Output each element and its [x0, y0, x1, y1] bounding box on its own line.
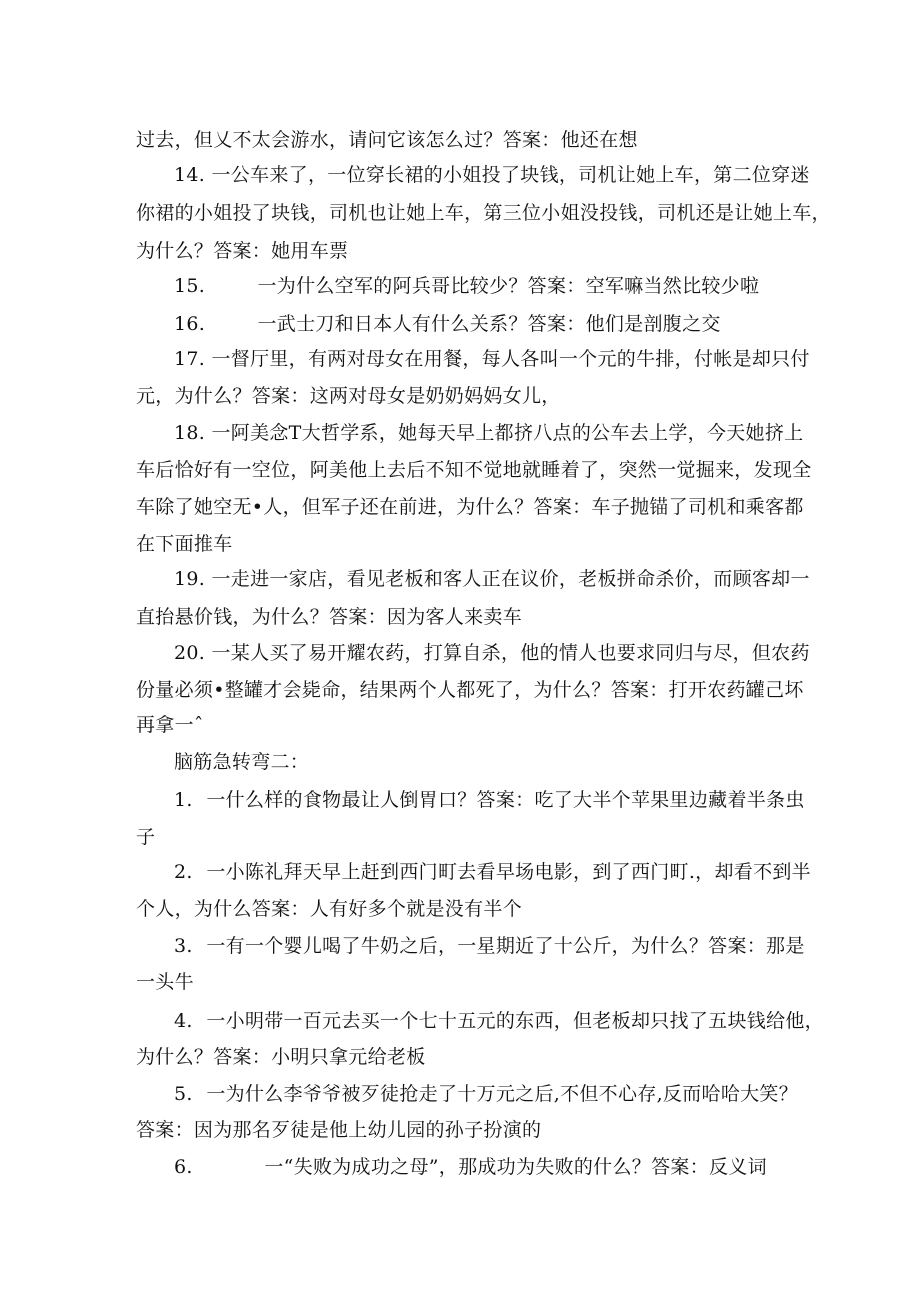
item-number: 1. [174, 789, 193, 811]
line-text: 车除了她空无•人，但军子还在前进，为什么？答案：车子抛锚了司机和乘客都 [136, 496, 804, 518]
text-line [136, 605, 522, 629]
line-text: 过去，但乂不太会游水，请问它该怎么过？答案：他还在想 [136, 129, 638, 151]
numbered-item [174, 788, 805, 812]
line-text: 份量必须•整罐才会毙命，结果两个人都死了，为什么？答案：打开农药罐己坏 [136, 679, 804, 701]
line-text: 答案：因为那名歹徒是他上幼儿园的孙子扮演的 [136, 1119, 542, 1141]
section-heading [174, 750, 309, 774]
text-line [136, 128, 638, 152]
line-text: 一“失败为成功之母”，那成功为失败的什么？答案：反义词 [264, 1156, 767, 1178]
text-line [136, 1045, 426, 1069]
numbered-item [174, 163, 810, 187]
numbered-item [174, 421, 803, 445]
line-text: 一公车来了，一位穿长裙的小姐投了块钱，司机让她上车，第二位穿迷 [211, 164, 810, 186]
line-text: 一阿美念T大哲学系，她每天早上都挤八点的公车去上学，今天她挤上 [211, 422, 804, 444]
numbered-item [174, 1009, 824, 1033]
line-text: 元，为什么？答案：这两对母女是奶奶妈妈女儿， [136, 385, 561, 407]
section-title: 脑筋急转弯二： [174, 751, 310, 773]
numbered-item [174, 347, 810, 371]
text-line [136, 239, 348, 263]
text-line [136, 458, 812, 482]
line-text: 一有一个婴儿喝了牛奶之后，一星期近了十公斤，为什么？答案：那是 [206, 935, 805, 957]
line-text: 一为什么空军的阿兵哥比较少？答案：空军嘛当然比较少啦 [257, 275, 760, 297]
item-number: 19. [174, 568, 206, 590]
text-line [136, 532, 233, 556]
line-text: 一什么样的食物最让人倒胃口？答案：吃了大半个苹果里边藏着半条虫 [206, 789, 805, 811]
item-number: 15. [174, 275, 206, 297]
line-text: 再拿一ˆ [136, 714, 204, 736]
text-line [136, 495, 804, 519]
item-number: 3. [174, 935, 193, 957]
item-number: 6. [174, 1156, 193, 1178]
line-text: 一武士刀和日本人有什么关系？答案：他们是剖腹之交 [257, 313, 721, 335]
text-line [136, 201, 831, 225]
line-text: 你裙的小姐投了块钱，司机也让她上车，第三位小姐没投钱，司机还是让她上车， [136, 202, 831, 224]
line-text: 一小陈礼拜天早上赶到西门町去看早场电影，到了西门町.，却看不到半 [206, 861, 811, 883]
item-number: 16. [174, 313, 206, 335]
text-line [136, 897, 522, 921]
line-text: 一头牛 [136, 971, 194, 993]
item-number: 4. [174, 1010, 193, 1032]
line-text: 一为什么李爷爷被歹徒抢走了十万元之后,不但不心存,反而哈哈大笑？ [206, 1083, 799, 1105]
line-text: 为什么？答案：她用车票 [136, 240, 349, 262]
numbered-item [174, 567, 810, 591]
line-text: 一小明带一百元去买一个七十五元的东西，但老板却只找了五块钱给他， [206, 1010, 824, 1032]
item-number: 14. [174, 164, 206, 186]
item-number: 20. [174, 642, 206, 664]
line-text: 一督厅里，有两对母女在用餐，每人各叫一个元的牛排，付帐是却只付 [211, 348, 810, 370]
text-line [136, 1118, 541, 1142]
numbered-item [174, 312, 721, 336]
line-text: 一走进一家店，看见老板和客人正在议价，老板拼命杀价，而顾客却一 [211, 568, 810, 590]
numbered-item [174, 641, 810, 665]
line-text: 车后恰好有一空位，阿美他上去后不知不觉地就睡着了，突然一觉掘来，发现全 [136, 459, 812, 481]
numbered-item [174, 274, 759, 298]
numbered-item [174, 934, 805, 958]
numbered-item [174, 1155, 767, 1179]
text-line [136, 713, 204, 737]
text-line [136, 384, 561, 408]
line-text: 子 [136, 826, 156, 848]
line-text: 直抬悬价钱，为什么？答案：因为客人来卖车 [136, 606, 523, 628]
text-line [136, 678, 804, 702]
item-number: 18. [174, 422, 206, 444]
line-text: 为什么？答案：小明只拿元给老板 [136, 1046, 426, 1068]
item-number: 17. [174, 348, 206, 370]
text-line [136, 970, 194, 994]
line-text: 一某人买了易开耀农药，打算自杀，他的情人也要求同归与尽，但农药 [211, 642, 810, 664]
line-text: 在下面推车 [136, 533, 233, 555]
numbered-item [174, 1082, 798, 1106]
item-number: 5. [174, 1083, 193, 1105]
item-number: 2. [174, 861, 193, 883]
line-text: 个人，为什么答案：人有好多个就是没有半个 [136, 898, 523, 920]
numbered-item [174, 860, 811, 884]
text-line [136, 825, 155, 849]
